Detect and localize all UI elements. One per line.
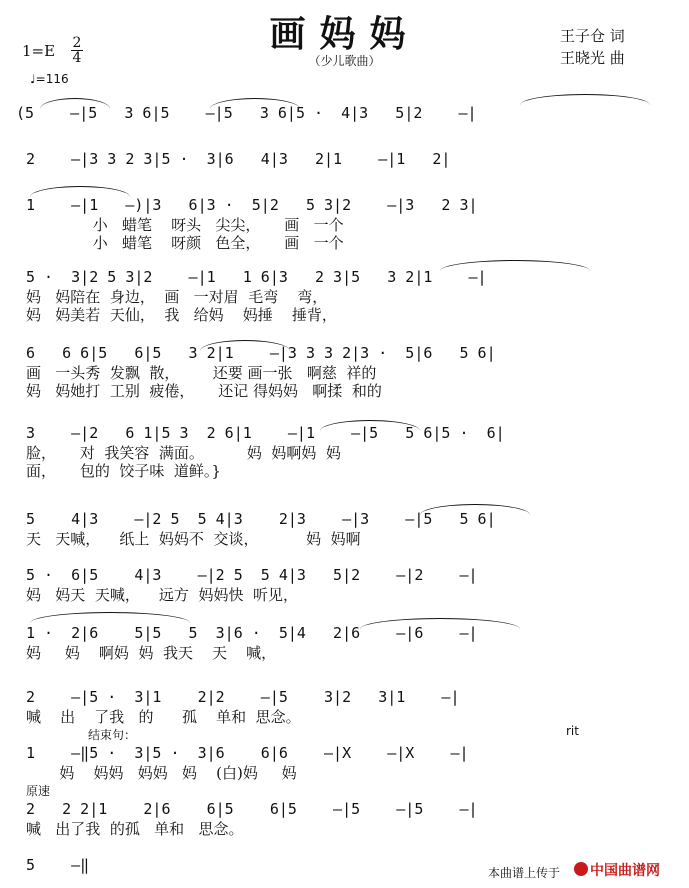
- score-row-4-notes: 5 · 3|2 5 3|2 —|1 1 6|3 2 3|5 3 2|1 —|: [26, 268, 487, 286]
- slur: [200, 340, 290, 351]
- score-row-7-notes: 5 4|3 —|2 5 5 4|3 2|3 —|3 —|5 5 6|: [26, 510, 496, 528]
- score-row-4-lyrics-2: 妈 妈美若 天仙， 我 给妈 妈捶 捶背，: [26, 306, 337, 324]
- rit-label: rit: [566, 724, 579, 738]
- slur: [360, 618, 520, 629]
- score-row-8-lyrics-1: 妈 妈天 天喊， 远方 妈妈快 听见，: [26, 586, 298, 604]
- score-row-8-notes: 5 · 6|5 4|3 —|2 5 5 4|3 5|2 —|2 —|: [26, 566, 478, 584]
- site-logo-icon: [574, 862, 588, 876]
- page-title: 画妈妈: [269, 13, 420, 55]
- slur: [30, 612, 190, 623]
- score-row-5-notes: 6 6 6|5 6|5 3 2|1 —|3 3 3 2|3 · 5|6 5 6|: [26, 344, 496, 362]
- score-row-6-lyrics-1: 脸， 对 我笑容 满面。 妈 妈啊妈 妈: [26, 444, 341, 462]
- original-tempo-label: 原速: [26, 784, 51, 798]
- slur: [440, 260, 590, 271]
- score-row-3-lyrics-1: 小 蜡笔 呀头 尖尖， 画 一个: [26, 216, 344, 234]
- subtitle: （少儿歌曲）: [308, 54, 381, 68]
- score-row-4-lyrics-1: 妈 妈陪在 身边， 画 一对眉 毛弯 弯，: [26, 288, 328, 306]
- time-signature: [70, 36, 84, 65]
- slur: [420, 504, 530, 515]
- site-logo[interactable]: 中国曲谱网: [590, 863, 660, 879]
- score-row-10-lyrics-1: 喊 出 了我 的 孤 单和 思念。: [26, 708, 301, 726]
- score-row-7-lyrics-1: 天 天喊， 纸上 妈妈不 交谈， 妈 妈啊: [26, 530, 361, 548]
- score-row-9-lyrics-1: 妈 妈 啊妈 妈 我天 天 喊，: [26, 644, 277, 662]
- credits: [560, 25, 625, 69]
- slur: [210, 98, 300, 109]
- score-row-10-notes: 2 —|5 · 3|1 2|2 —|5 3|2 3|1 —|: [26, 688, 460, 706]
- score-row-3-lyrics-2: 小 蜡笔 呀颜 色全， 画 一个: [26, 234, 344, 252]
- lyricist: 王子仓 词: [560, 27, 625, 45]
- score-row-5-lyrics-1: 画 一头秀 发飘 散， 还要 画一张 啊慈 祥的: [26, 364, 377, 382]
- key-signature: 1=E: [22, 42, 56, 60]
- time-sig-top: 2: [72, 35, 82, 51]
- score-row-13-notes: 5 —‖: [26, 856, 90, 874]
- score-row-5-lyrics-2: 妈 妈她打 工别 疲倦， 还记 得妈妈 啊揉 和的: [26, 382, 382, 400]
- slur: [30, 186, 130, 197]
- ending-label: 结束句：: [88, 728, 137, 742]
- score-row-6-notes: 3 —|2 6 1|5 3 2 6|1 —|1 —|5 5 6|5 · 6|: [26, 424, 505, 442]
- score-row-2-notes: 2 —|3 3 2 3|5 · 3|6 4|3 2|1 —|1 2|: [26, 150, 451, 168]
- score-row-12-lyrics-1: 喊 出了我 的孤 单和 思念。: [26, 820, 244, 838]
- score-row-3-notes: 1 —|1 —)|3 6|3 · 5|2 5 3|2 —|3 2 3|: [26, 196, 478, 214]
- slur: [40, 98, 110, 109]
- score-row-11-notes: 1 —‖5 · 3|5 · 3|6 6|6 —|X —|X —|: [26, 744, 469, 762]
- score-row-1-notes: (5 —|5 3 6|5 —|5 3 6|5 · 4|3 5|2 —|: [16, 104, 477, 122]
- tempo-marking: ♩=116: [30, 72, 69, 86]
- score-row-11-lyrics-1: 妈 妈妈 妈妈 妈 (白)妈 妈: [26, 764, 297, 782]
- score-row-12-notes: 2 2 2|1 2|6 6|5 6|5 —|5 —|5 —|: [26, 800, 478, 818]
- upload-note: 本曲谱上传于: [488, 866, 561, 880]
- slur: [520, 94, 650, 105]
- time-sig-bottom: 4: [72, 50, 82, 66]
- slur: [320, 420, 420, 431]
- score-row-9-notes: 1 · 2|6 5|5 5 3|6 · 5|4 2|6 —|6 —|: [26, 624, 478, 642]
- composer: 王晓光 曲: [560, 49, 625, 67]
- score-row-6-lyrics-2: 面， 包的 饺子味 道鲜。}: [26, 462, 221, 480]
